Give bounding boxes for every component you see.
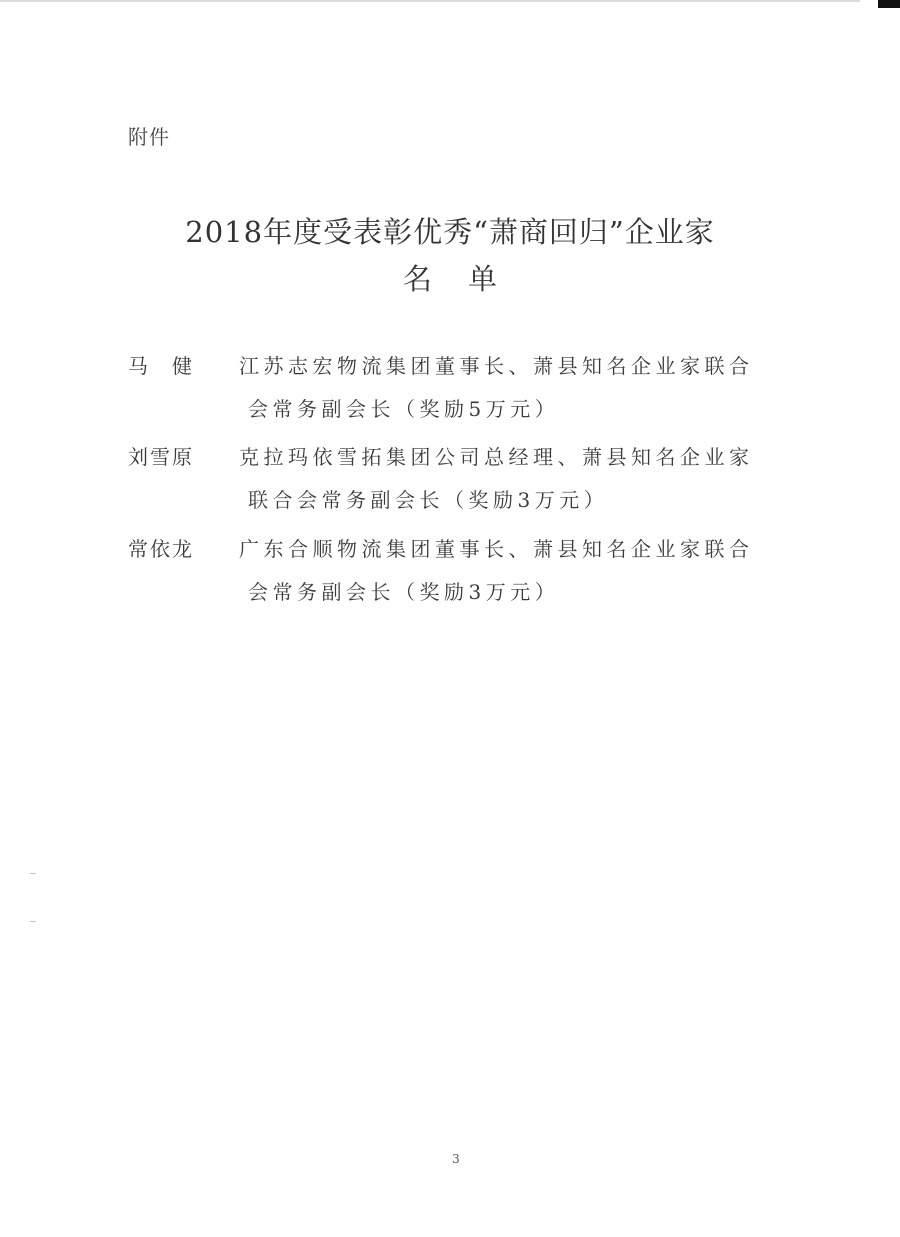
scan-speck [30,921,36,922]
scan-corner-mark [878,0,900,8]
honoree-title-line2: 联合会常务副会长（奖励3万元） [248,488,609,512]
honoree-name: 马健 [128,354,216,378]
honoree-title-line1: 克拉玛依雪拓集团公司总经理、萧县知名企业家 [239,445,754,469]
honoree-name: 常依龙 [128,537,194,561]
document-title-line2: 名单 [402,262,533,296]
page-number: 3 [452,1152,460,1166]
attachment-label: 附件 [128,125,170,149]
document-title-line1: 2018年度受表彰优秀“萧商回归”企业家 [185,215,715,249]
honoree-title-line2: 会常务副会长（奖励5万元） [248,397,560,421]
scan-edge-line [0,0,860,2]
honoree-title-line1: 江苏志宏物流集团董事长、萧县知名企业家联合 [239,354,754,378]
scan-speck [30,873,36,874]
honoree-title-line1: 广东合顺物流集团董事长、萧县知名企业家联合 [239,537,754,561]
honoree-name: 刘雪原 [128,445,194,469]
honoree-title-line2: 会常务副会长（奖励3万元） [248,580,560,604]
